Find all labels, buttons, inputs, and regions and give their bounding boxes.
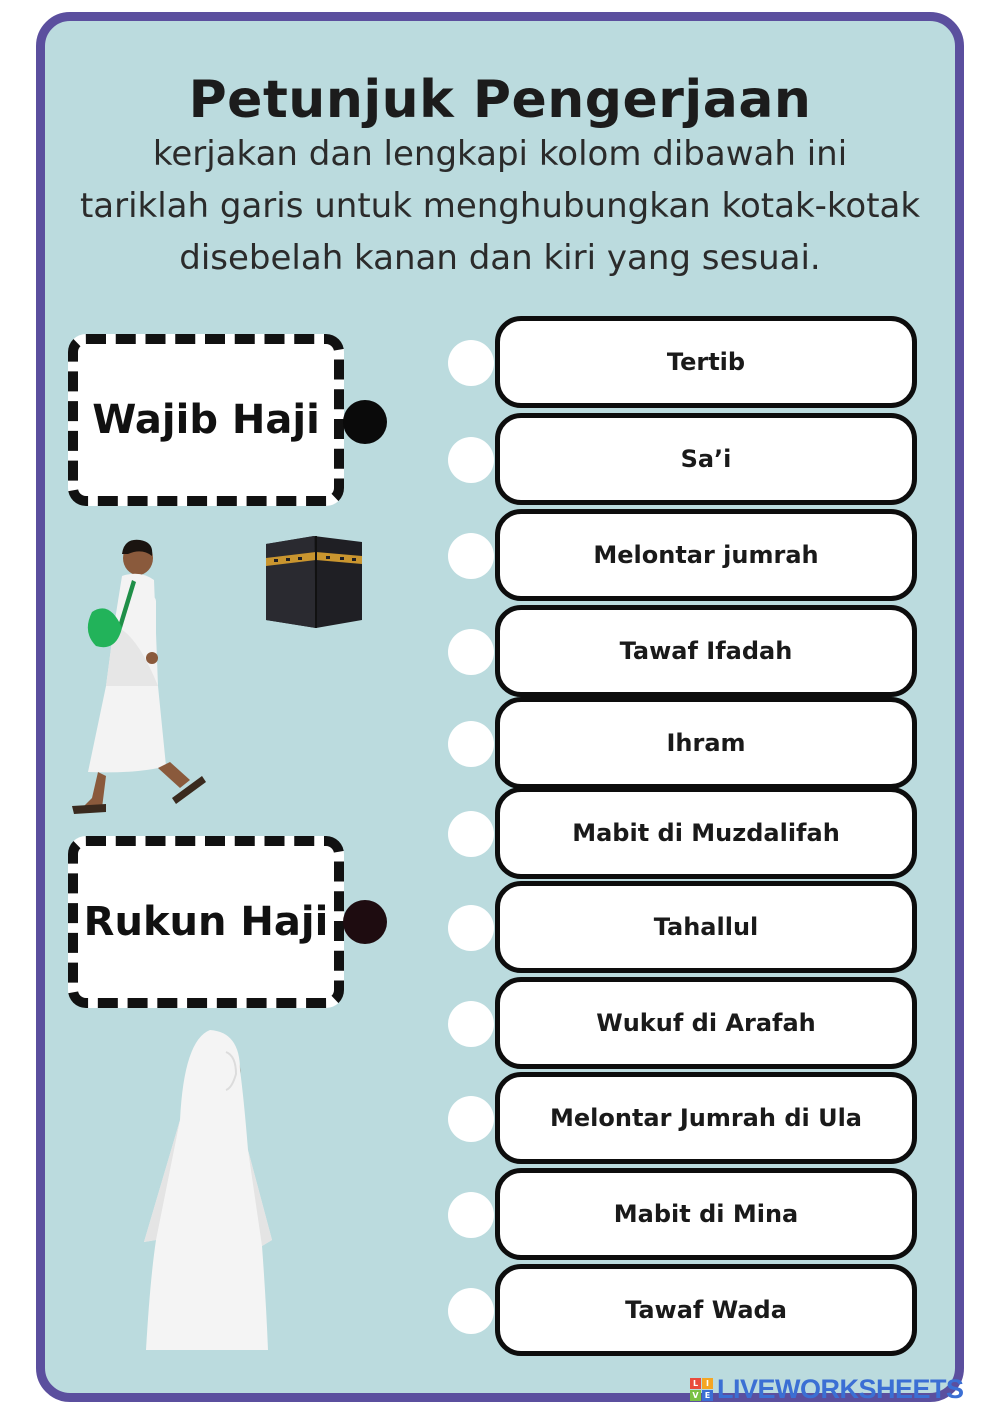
option-connector-dot[interactable] xyxy=(448,721,494,767)
option-row xyxy=(448,605,920,697)
option-box[interactable]: Mabit di Mina xyxy=(495,1168,917,1260)
option-connector-dot[interactable] xyxy=(448,1192,494,1238)
option-row xyxy=(448,1264,920,1356)
option-connector-dot[interactable] xyxy=(448,905,494,951)
option-row xyxy=(448,697,920,789)
option-connector-dot[interactable] xyxy=(448,437,494,483)
option-connector-dot[interactable] xyxy=(448,1096,494,1142)
option-row xyxy=(448,787,920,879)
option-row xyxy=(448,977,920,1069)
option-connector-dot[interactable] xyxy=(448,340,494,386)
option-box[interactable]: Wukuf di Arafah xyxy=(495,977,917,1069)
liveworksheets-logo-text: LIVEWORKSHEETS xyxy=(717,1373,964,1404)
option-connector-dot[interactable] xyxy=(448,1288,494,1334)
option-box[interactable]: Ihram xyxy=(495,697,917,789)
option-box[interactable]: Tahallul xyxy=(495,881,917,973)
option-connector-dot[interactable] xyxy=(448,533,494,579)
option-row xyxy=(448,1072,920,1164)
instruction-line-3: disebelah kanan dan kiri yang sesuai. xyxy=(179,238,821,278)
option-box[interactable]: Sa’i xyxy=(495,413,917,505)
option-box[interactable]: Tawaf Wada xyxy=(495,1264,917,1356)
option-box[interactable]: Melontar Jumrah di Ula xyxy=(495,1072,917,1164)
option-row xyxy=(448,1168,920,1260)
option-row xyxy=(448,413,920,505)
option-connector-dot[interactable] xyxy=(448,1001,494,1047)
option-box[interactable]: Melontar jumrah xyxy=(495,509,917,601)
instruction-line-1: kerjakan dan lengkapi kolom dibawah ini xyxy=(152,134,848,174)
option-row xyxy=(448,316,920,408)
liveworksheets-logo[interactable] xyxy=(690,1374,964,1404)
option-box[interactable]: Tertib xyxy=(495,316,917,408)
option-row xyxy=(448,509,920,601)
option-connector-dot[interactable] xyxy=(448,811,494,857)
option-connector-dot[interactable] xyxy=(448,629,494,675)
category-label: Wajib Haji xyxy=(92,397,320,443)
category-label: Rukun Haji xyxy=(83,899,329,945)
page-title: Petunjuk Pengerjaan xyxy=(188,70,812,130)
instruction-line-2: tariklah garis untuk menghubungkan kotak-kotak xyxy=(79,186,921,226)
liveworksheets-logo-icon: L I V E xyxy=(690,1378,713,1401)
option-box[interactable]: Tawaf Ifadah xyxy=(495,605,917,697)
option-box[interactable]: Mabit di Muzdalifah xyxy=(495,787,917,879)
option-row xyxy=(448,881,920,973)
